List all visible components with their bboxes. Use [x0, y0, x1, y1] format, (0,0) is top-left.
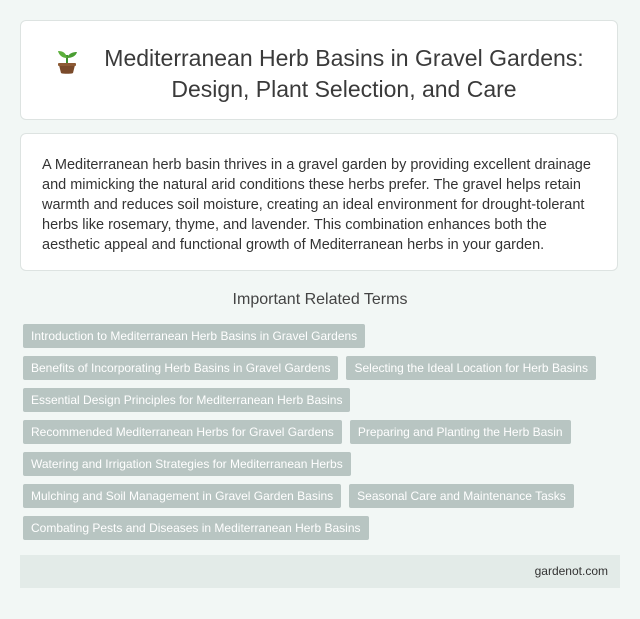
term-tag[interactable]: Watering and Irrigation Strategies for Mediterranean Herbs	[23, 452, 351, 476]
term-tag[interactable]: Essential Design Principles for Mediterranean Herb Basins	[23, 388, 350, 412]
term-row	[23, 324, 623, 348]
term-tag[interactable]: Combating Pests and Diseases in Mediterranean Herb Basins	[23, 516, 369, 540]
title-card	[20, 20, 618, 120]
term-tag[interactable]: Seasonal Care and Maintenance Tasks	[349, 484, 574, 508]
term-row	[23, 484, 623, 508]
intro-paragraph: A Mediterranean herb basin thrives in a gravel garden by providing excellent drainage and mimicking the natural arid conditions these herbs prefer. The gravel helps retain warmth and reduces soil moisture, creating an ideal environment for drought-tolerant herbs like rosemary, thyme, and lavender. This combination enhances both the aesthetic appeal and functional growth of Mediterranean herbs in your garden.	[42, 157, 591, 253]
term-row	[23, 516, 623, 540]
term-tag[interactable]: Recommended Mediterranean Herbs for Gravel Gardens	[23, 420, 342, 444]
term-row	[23, 452, 623, 476]
intro-card	[20, 133, 618, 271]
related-terms-heading: Important Related Terms	[232, 291, 408, 308]
term-row	[23, 388, 623, 412]
term-row	[23, 356, 623, 380]
term-tag[interactable]: Mulching and Soil Management in Gravel Garden Basins	[23, 484, 341, 508]
term-tag[interactable]: Preparing and Planting the Herb Basin	[350, 420, 571, 444]
footer	[20, 555, 620, 588]
term-row	[23, 420, 623, 444]
term-tag[interactable]: Selecting the Ideal Location for Herb Basins	[346, 356, 595, 380]
site-link[interactable]: gardenot.com	[534, 564, 608, 578]
related-terms-list	[23, 324, 623, 548]
term-tag[interactable]: Introduction to Mediterranean Herb Basins in Gravel Gardens	[23, 324, 365, 348]
page-title: Mediterranean Herb Basins in Gravel Gardens: Design, Plant Selection, and Care	[104, 45, 584, 102]
term-tag[interactable]: Benefits of Incorporating Herb Basins in Gravel Gardens	[23, 356, 338, 380]
